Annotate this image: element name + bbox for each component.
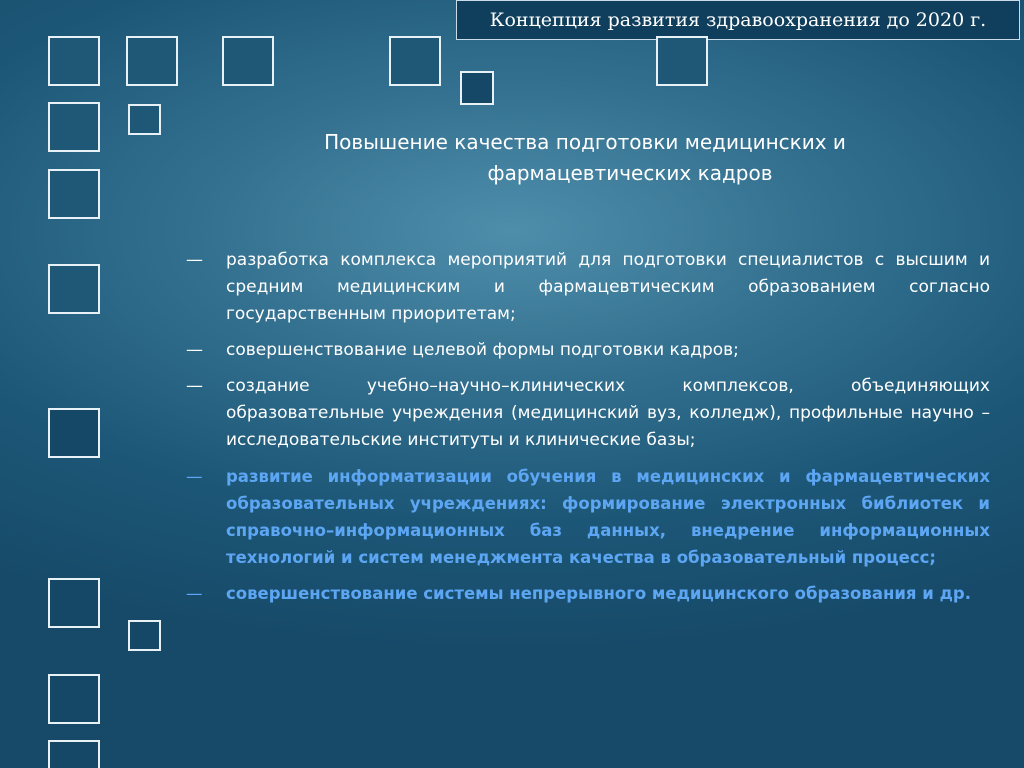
decor-square	[389, 36, 441, 86]
decor-square	[48, 102, 100, 152]
bullet-item	[186, 373, 990, 454]
slide-title	[280, 127, 890, 189]
decor-square	[48, 408, 100, 458]
decor-square	[48, 674, 100, 724]
slide-title-line1: Повышение качества подготовки медицинских и	[324, 130, 846, 154]
bullet-item-highlighted	[186, 580, 990, 607]
decor-square	[48, 740, 100, 768]
slide-title-line2: фармацевтических кадров	[487, 161, 773, 185]
decor-square	[460, 71, 494, 105]
bullet-marker: —	[186, 376, 203, 396]
decor-square	[48, 578, 100, 628]
bullet-marker: —	[186, 250, 203, 270]
bullet-marker: —	[186, 340, 203, 360]
decor-square	[126, 36, 178, 86]
bullet-text: совершенствование целевой формы подготовки кадров;	[226, 340, 739, 360]
bullet-text: развитие информатизации обучения в медицинских и фармацевтических образовательных учреждениях: формирование электронных библиотек и справочно–информационных баз данных, внедрение информационных технологий и систем менеджмента качества в образовательный процесс;	[226, 467, 990, 567]
decor-square	[48, 169, 100, 219]
bullet-list	[186, 247, 990, 616]
bullet-item	[186, 337, 990, 364]
decor-square	[48, 36, 100, 86]
bullet-text: разработка комплекса мероприятий для подготовки специалистов с высшим и средним медицинским и фармацевтическим образованием согласно государственным приоритетам;	[226, 250, 990, 324]
bullet-text: совершенствование системы непрерывного медицинского образования и др.	[226, 584, 971, 603]
presentation-header	[456, 0, 1020, 40]
header-title: Концепция развития здравоохранения до 2020 г.	[489, 9, 987, 31]
decor-square	[656, 36, 708, 86]
decor-square	[48, 264, 100, 314]
decor-square	[222, 36, 274, 86]
bullet-item-highlighted	[186, 463, 990, 571]
bullet-item	[186, 247, 990, 328]
bullet-marker: —	[186, 467, 203, 486]
bullet-marker: —	[186, 584, 203, 603]
decor-square	[128, 620, 161, 651]
decor-square	[128, 104, 161, 135]
bullet-text: создание учебно–научно–клинических комплексов, объединяющих образовательные учреждения (медицинский вуз, колледж), профильные научно – исследовательские институты и клинические базы;	[226, 376, 990, 450]
